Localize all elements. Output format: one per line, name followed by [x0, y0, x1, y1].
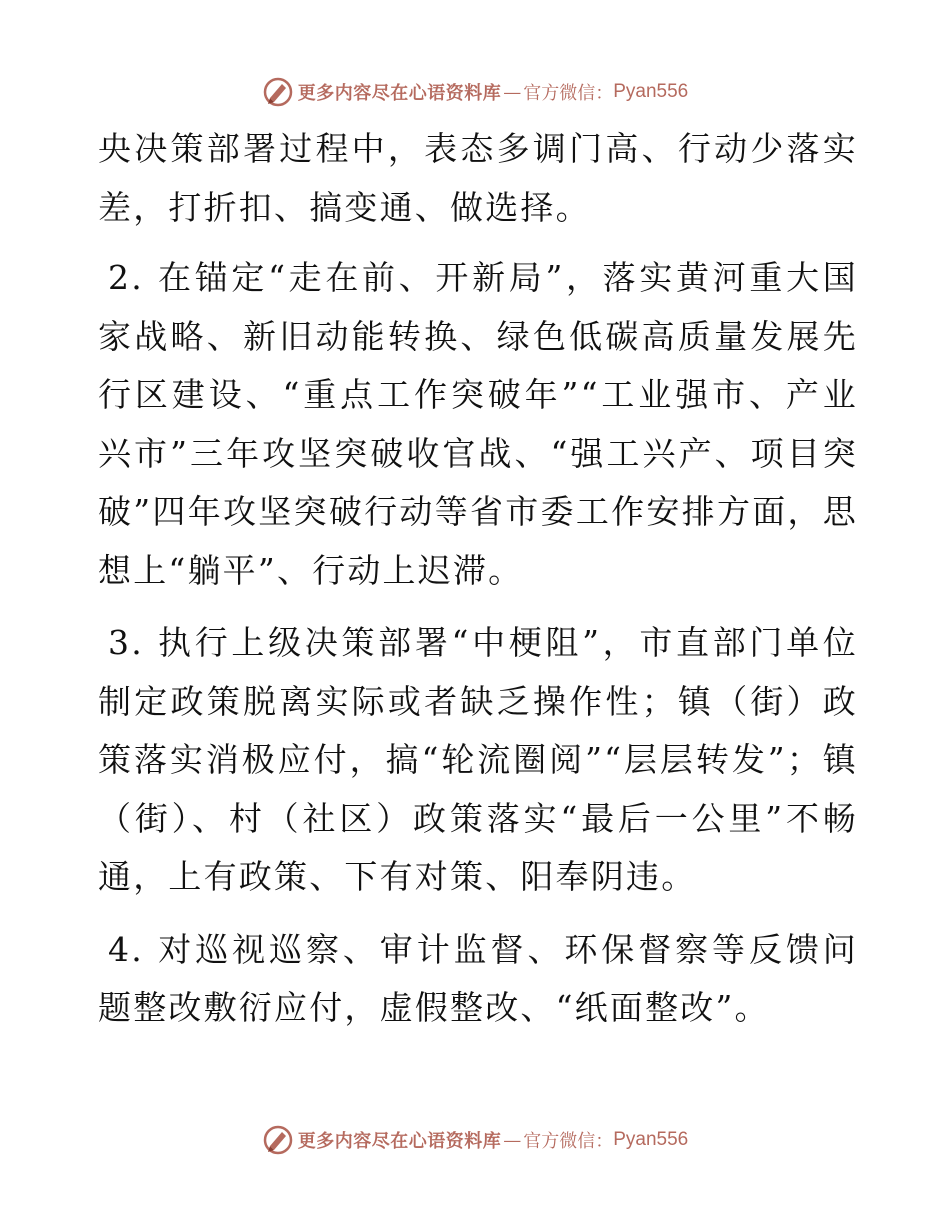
document-body: [98, 120, 858, 1052]
list-item-4: 4. 对巡视巡察、审计监督、环保督察等反馈问题整改敷衍应付，虚假整改、“纸面整改”。: [98, 929, 858, 1027]
list-item-3: 3. 执行上级决策部署“中梗阻”，市直部门单位制定政策脱离实际或者缺乏操作性；镇（街）政策落实消极应付，搞“轮流圈阅”“层层转发”；镇（街）、村（社区）政策落实“最后一公里”不畅通，上有政策、下有对策、阳奉阴违。: [98, 623, 858, 896]
watermark-site-text: 更多内容尽在心语资料库: [297, 83, 502, 104]
pen-logo-icon: [262, 1124, 294, 1156]
watermark-site-text: 更多内容尽在心语资料库: [297, 1131, 502, 1152]
header-watermark: [0, 72, 950, 112]
paragraph-continuation: 央决策部署过程中，表态多调门高、行动少落实差，打折扣、搞变通、做选择。: [98, 129, 858, 227]
watermark-wechat-id: Pyan556: [613, 1129, 689, 1150]
watermark-official-label: 官方微信：: [523, 83, 614, 104]
pen-logo-icon: [262, 76, 294, 108]
footer-watermark: [0, 1120, 950, 1160]
watermark-dash: —: [503, 1129, 522, 1151]
watermark-dash: —: [503, 81, 522, 103]
list-item-2: 2. 在锚定“走在前、开新局”，落实黄河重大国家战略、新旧动能转换、绿色低碳高质量发展先行区建设、“重点工作突破年”“工业强市、产业兴市”三年攻坚突破收官战、“强工兴产、项目突破”四年攻坚突破行动等省市委工作安排方面，思想上“躺平”、行动上迟滞。: [98, 258, 858, 590]
watermark-official-label: 官方微信：: [523, 1131, 614, 1152]
watermark-wechat-id: Pyan556: [613, 81, 689, 102]
